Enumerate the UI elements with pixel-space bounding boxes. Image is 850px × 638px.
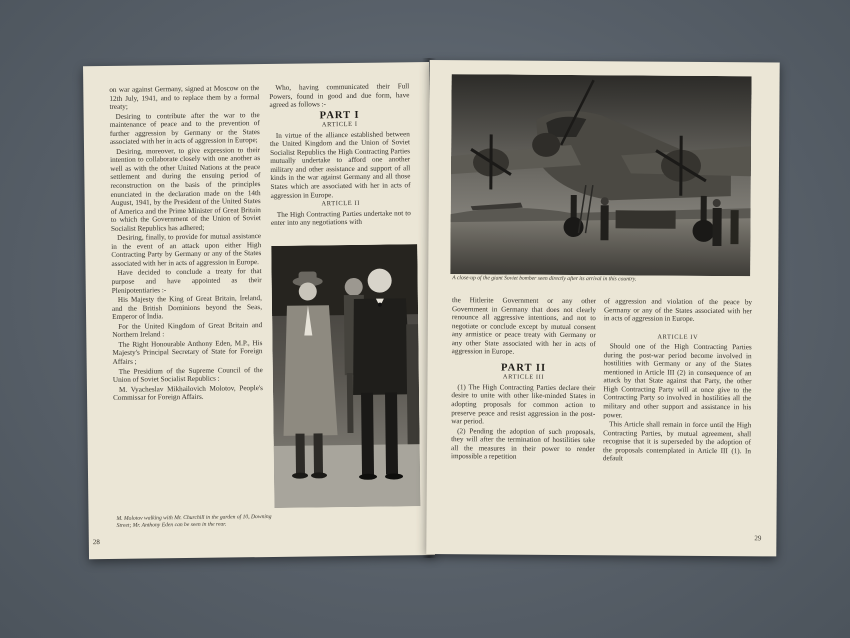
photo-image: [271, 244, 420, 508]
part-heading: PART II: [501, 362, 547, 374]
paragraph: (1) The High Contracting Parties declare their desire to unite with other like-minded States in adopting proposals for common action to preserve peace and resist aggression in the post-war period.: [451, 383, 596, 426]
left-page: [83, 62, 435, 559]
article-heading: ARTICLE III: [502, 373, 545, 382]
paragraph: The High Contracting Parties undertake not to enter into any negotiations with: [270, 208, 411, 228]
article-heading: ARTICLE IV: [657, 333, 699, 341]
paragraph: This Article shall remain in force until the High Contracting Parties, by mutual agreement, shall recognise that it is superseded by the adoption of the proposals contemplated in Article III (1). In default: [602, 420, 752, 463]
paragraph: In virtue of the alliance established between the United Kingdom and the Union of Soviet Socialist Republics the High Contracting Parties mutually undertake to afford one another military and other assistance and support of all kinds in the war against Germany and all those States which are associated with her in acts of aggression in Europe.: [269, 129, 411, 200]
right-column-2: [603, 297, 752, 465]
article-heading: ARTICLE I: [321, 121, 358, 129]
churchill-molotov-photo: [271, 244, 420, 508]
paragraph: Who, having communicated their Full Powers, found in good and due form, have agreed as follows :-: [269, 82, 410, 110]
part-heading: PART I: [319, 109, 360, 121]
paragraph: For the United Kingdom of Great Britain and Northern Ireland :: [112, 320, 263, 340]
page-number: 29: [754, 534, 762, 543]
right-page: [426, 60, 779, 556]
paragraph: on war against Germany, signed at Moscow on the 12th July, 1941, and to replace them by a formal treaty;: [109, 84, 260, 112]
page-number: 28: [92, 538, 100, 547]
soviet-bomber-photo: [450, 74, 751, 276]
paragraph: (2) Pending the adoption of such proposals, they will after the termination of hostilities take all the measures in their power to render impossible a repetition: [450, 426, 596, 461]
photo-caption: A close-up of the giant Soviet bomber seen directly after its arrival in this country.: [452, 275, 637, 283]
left-column-2: [269, 82, 411, 228]
left-column-1: [109, 84, 263, 403]
paragraph: The Presidium of the Supreme Council of the Union of Soviet Socialist Republics :: [112, 365, 263, 384]
paragraph: Have decided to conclude a treaty for that purpose and have appointed as their Plenipotentiaries :-: [111, 267, 262, 295]
paragraph: Desiring, moreover, to give expression to their intention to collaborate closely with one another as well as with the other United Nations at the peace settlement and during the ensuing period of reconstruction on the basis of the principles enunciated in the declaration made on the 14th August, 1941, by the President of the United States of America and the Prime Minister of Great Britain to which the Government of the Union of Soviet Socialist Republics has adhered;: [110, 145, 261, 233]
paragraph: The Right Honourable Anthony Eden, M.P., His Majesty's Principal Secretary of State for Foreign Affairs ;: [112, 338, 263, 366]
paragraph: Desiring to contribute after the war to the maintenance of peace and to the prevention of further aggression by Germany or the States associated with her in acts of aggression in Europe;: [109, 110, 260, 147]
paragraph: the Hitlerite Government or any other Government in Germany that does not clearly renounce all aggressive intentions, and not to negotiate or conclude except by mutual consent any armistice or peace treaty with Germany or any other State associated with her in acts of aggression in Europe.: [451, 296, 597, 356]
photo-caption: M. Molotov walking with Mr. Churchill in the garden of 10, Downing Street; Mr. Anthony Eden can be seen in the rear.: [116, 513, 272, 529]
photo-image: [450, 74, 751, 276]
right-column-1: [451, 296, 596, 463]
paragraph: of aggression and violation of the peace by Germany or any of the States associated with her in acts of aggression in Europe.: [603, 297, 753, 323]
article-heading: ARTICLE II: [321, 199, 360, 208]
paragraph: Desiring, finally, to provide for mutual assistance in the event of an attack upon either High Contracting Party by Germany or any of the States associated with her in acts of aggression in Europe.: [111, 232, 262, 268]
paragraph: M. Vyacheslav Mikhailovich Molotov, People's Commissar for Foreign Affairs.: [113, 383, 264, 403]
paragraph: Should one of the High Contracting Parties during the post-war period become involved in hostilities with Germany or any of the States mentioned in Article III (2) in consequence of an attack by that State against that Party, the other High Contracting Party will at once give to the Contracting Party so involved in hostilities all the military and other support and assistance in his power.: [603, 342, 752, 419]
paragraph: His Majesty the King of Great Britain, Ireland, and the British Dominions beyond the Seas, Emperor of India.: [111, 294, 263, 322]
